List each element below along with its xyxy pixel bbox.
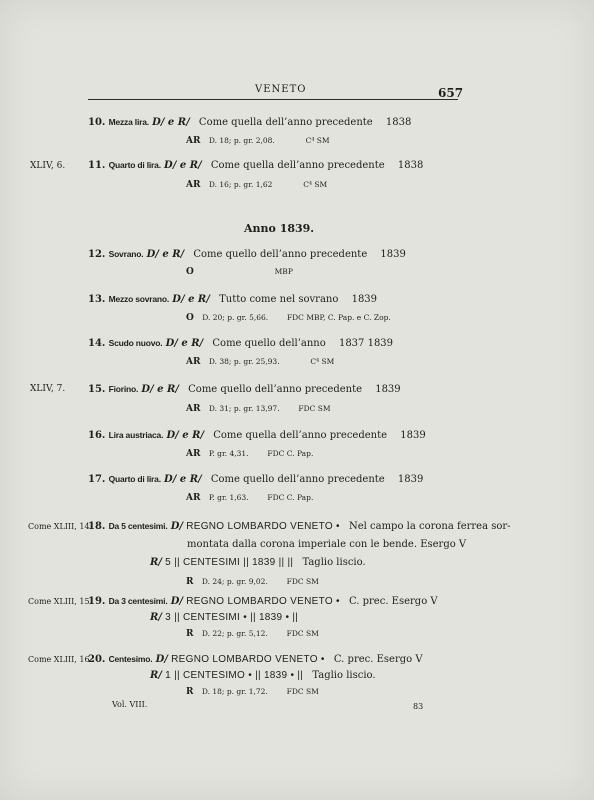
grade-mark: FDC	[298, 404, 316, 413]
coin-name: Mezzo sovrano.	[108, 294, 170, 304]
entry-number: 17.	[88, 474, 106, 485]
metal-mark: AR	[186, 493, 201, 503]
obverse-reverse-sigla: D/ e R/	[164, 160, 202, 171]
collection-refs: C. Pap.	[286, 493, 314, 502]
entry-number: 20.	[88, 654, 106, 665]
coin-year: 1837 1839	[338, 338, 394, 349]
plate-reference: Come XLIII, 15.	[28, 597, 93, 606]
coin-name: Quarto di lira.	[108, 160, 161, 170]
coin-year: 1839	[397, 474, 424, 485]
coin-year: 1839	[400, 430, 426, 441]
plate-reference: Come XLIII, 14.	[28, 522, 93, 531]
volume-label: Vol. VIII.	[112, 700, 148, 709]
coin-description: Come quella dell’anno precedente	[213, 430, 388, 441]
coin-legend: REGNO LOMBARDO VENETO •	[186, 521, 340, 532]
section-title: Anno 1839.	[244, 222, 315, 235]
coin-name: Lira austriaca.	[108, 430, 164, 440]
coin-year: 1839	[375, 384, 401, 395]
coin-details: P. gr. 4,31.	[208, 449, 249, 458]
running-header-title: VENETO	[255, 84, 307, 95]
coin-name: Sovrano.	[108, 249, 144, 259]
obverse-reverse-sigla: D/ e R/	[165, 338, 204, 349]
metal-mark: R	[186, 687, 194, 697]
coin-details: D. 18; p. gr. 1,72.	[201, 687, 268, 696]
header-rule	[88, 99, 458, 100]
metal-mark: R	[186, 629, 194, 639]
coin-description: Come quello dell’anno	[212, 338, 326, 349]
grade-mark: FDC	[286, 577, 304, 586]
plate-reference: XLIV, 7.	[30, 384, 66, 394]
collection-refs: SM	[317, 404, 331, 413]
coin-description: Tutto come nel sovrano	[219, 294, 339, 305]
coin-details: D. 18; p. gr. 2,08.	[208, 136, 275, 145]
coin-year: 1838	[385, 117, 412, 128]
metal-mark: O	[186, 267, 194, 277]
metal-mark: AR	[186, 180, 201, 190]
entry-number: 16.	[88, 430, 106, 441]
coin-description-cont: montata dalla corona imperiale con le bende. Esergo V	[187, 539, 467, 550]
obverse-reverse-sigla: D/ e R/	[166, 430, 205, 441]
obverse-sigla: D/	[170, 596, 184, 607]
collection-refs: SM	[305, 577, 319, 586]
obverse-reverse-sigla: D/ e R/	[172, 294, 210, 305]
reverse-sigla: R/	[150, 670, 162, 681]
coin-name: Quarto di lira.	[108, 474, 161, 484]
coin-description: C. prec. Esergo V	[348, 596, 438, 607]
coin-description: Come quella dell’anno precedente	[210, 160, 385, 171]
edge-description: Taglio liscio.	[302, 557, 366, 568]
entry-number: 13.	[88, 294, 106, 305]
edge-description: Taglio liscio.	[312, 670, 376, 681]
obverse-reverse-sigla: D/ e R/	[146, 249, 185, 260]
coin-legend: REGNO LOMBARDO VENETO •	[186, 596, 340, 607]
coin-details: D. 20; p. gr. 5,66.	[202, 313, 269, 322]
entry-number: 11.	[88, 160, 106, 171]
coin-details: D. 31; p. gr. 13,97.	[208, 404, 280, 413]
entry-number: 15.	[88, 384, 106, 395]
collection-refs: SM	[305, 687, 319, 696]
collection-refs: MBP, C. Pap. e C. Zop.	[306, 313, 391, 322]
grade-mark: FDC	[286, 313, 304, 322]
coin-year: 1838	[397, 160, 424, 171]
metal-mark: AR	[186, 357, 201, 367]
grade-mark: FDC	[267, 493, 285, 502]
metal-mark: AR	[186, 136, 201, 146]
entry-number: 12.	[88, 249, 106, 260]
coin-details: D. 38; p. gr. 25,93.	[208, 357, 280, 366]
rarity-mark: C⁴	[303, 180, 312, 189]
coin-name: Da 3 centesimi.	[108, 596, 168, 606]
grade-mark: FDC	[267, 449, 285, 458]
coin-details: D. 22; p. gr. 5,12.	[201, 629, 268, 638]
metal-mark: O	[186, 313, 194, 323]
collection-refs: MBP	[274, 267, 293, 276]
rarity-mark: C⁴	[305, 136, 315, 145]
coin-name: Mezza lira.	[108, 117, 149, 127]
obverse-sigla: D/	[155, 654, 168, 665]
coin-year: 1839	[351, 294, 378, 305]
plate-reference: XLIV, 6.	[30, 161, 66, 171]
coin-name: Fiorino.	[108, 384, 139, 394]
obverse-sigla: D/	[170, 521, 184, 532]
entry-number: 18.	[88, 521, 106, 532]
metal-mark: R	[186, 577, 194, 587]
entry-number: 19.	[88, 596, 106, 607]
grade-mark: FDC	[286, 687, 304, 696]
collection-refs: SM	[305, 629, 319, 638]
reverse-legend: 3 || CENTESIMI • || 1839 • ||	[165, 612, 299, 623]
coin-description: Nel campo la corona ferrea sor-	[348, 521, 511, 532]
coin-details: P. gr. 1,63.	[208, 493, 249, 502]
coin-description: Come quello dell’anno precedente	[193, 249, 368, 260]
obverse-reverse-sigla: D/ e R/	[164, 474, 202, 485]
coin-legend: REGNO LOMBARDO VENETO •	[171, 654, 325, 665]
coin-description: C. prec. Esergo V	[333, 654, 423, 665]
collection-refs: SM	[316, 136, 330, 145]
reverse-legend: 5 || CENTESIMI || 1839 || ||	[165, 557, 294, 568]
page-number: 657	[438, 86, 464, 100]
coin-name: Da 5 centesimi.	[108, 521, 168, 531]
signature-mark: 83	[413, 702, 424, 711]
plate-reference: Come XLIII, 16.	[28, 655, 93, 664]
coin-name: Scudo nuovo.	[108, 338, 163, 348]
entry-number: 10.	[88, 117, 106, 128]
coin-description: Come quello dell’anno precedente	[188, 384, 363, 395]
obverse-reverse-sigla: D/ e R/	[152, 117, 190, 128]
coin-year: 1839	[380, 249, 406, 260]
metal-mark: AR	[186, 404, 201, 414]
coin-name: Centesimo.	[108, 654, 153, 664]
coin-details: D. 16; p. gr. 1,62	[208, 180, 273, 189]
collection-refs: SM	[314, 180, 328, 189]
collection-refs: C. Pap.	[286, 449, 314, 458]
rarity-mark: C⁴	[310, 357, 320, 366]
reverse-sigla: R/	[150, 612, 162, 623]
reverse-sigla: R/	[150, 557, 162, 568]
collection-refs: SM	[321, 357, 335, 366]
grade-mark: FDC	[286, 629, 304, 638]
reverse-legend: 1 || CENTESIMO • || 1839 • ||	[165, 670, 304, 681]
coin-details: D. 24; p. gr. 9,02.	[201, 577, 268, 586]
metal-mark: AR	[186, 449, 201, 459]
coin-description: Come quello dell’anno precedente	[210, 474, 385, 485]
obverse-reverse-sigla: D/ e R/	[141, 384, 179, 395]
coin-description: Come quella dell’anno precedente	[198, 117, 373, 128]
entry-number: 14.	[88, 338, 106, 349]
